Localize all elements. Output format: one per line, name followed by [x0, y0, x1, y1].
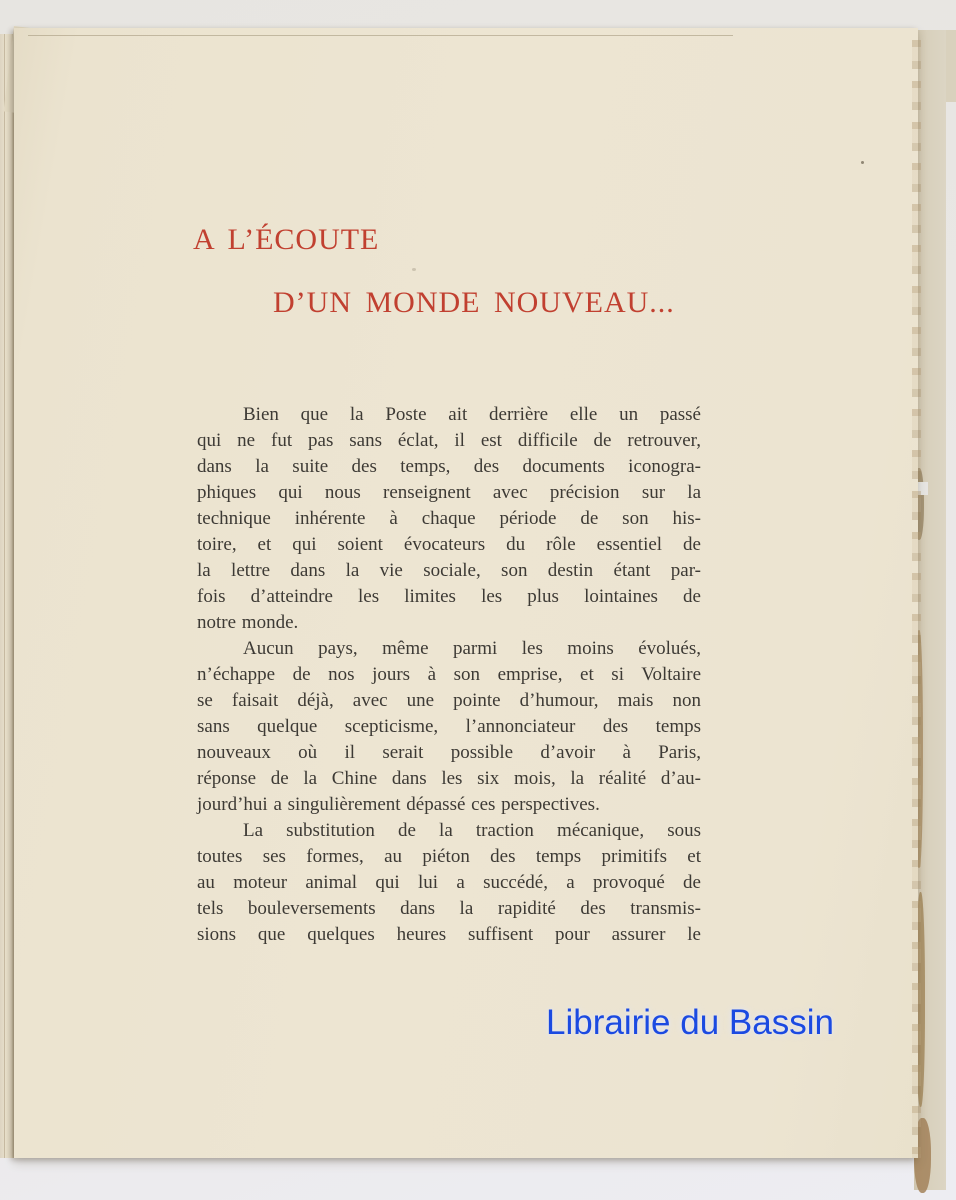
text-line: dans la suite des temps, des documents iconogra- [197, 456, 701, 477]
text-line: sans quelque scepticisme, l’annonciateur des temps [197, 716, 701, 737]
text-line: réponse de la Chine dans les six mois, la réalité d’au- [197, 768, 701, 789]
paper-speck [412, 268, 416, 271]
text-line: toutes ses formes, au piéton des temps primitifs et [197, 846, 701, 867]
text-line: fois d’atteindre les limites les plus lointaines de [197, 586, 701, 607]
text-line: la lettre dans la vie sociale, son destin étant par- [197, 560, 701, 581]
paragraph [197, 818, 701, 948]
deckle-edge [912, 28, 921, 1158]
text-line: technique inhérente à chaque période de son his- [197, 508, 701, 529]
page-edge-line [28, 35, 733, 36]
text-line: n’échappe de nos jours à son emprise, et si Voltaire [197, 664, 701, 685]
text-line: jourd’hui a singulièrement dépassé ces perspectives. [197, 794, 600, 815]
page-title-line-1: A L’ÉCOUTE [193, 223, 380, 256]
text-line: Aucun pays, même parmi les moins évolués, [243, 638, 701, 659]
paragraph [197, 636, 701, 818]
body-text [197, 402, 701, 948]
paper-speck [861, 161, 864, 164]
book-page [14, 28, 918, 1158]
text-line: phiques qui nous renseignent avec précision sur la [197, 482, 701, 503]
text-line: tels bouleversements dans la rapidité des transmis- [197, 898, 701, 919]
text-line: sions que quelques heures suffisent pour assurer le [197, 924, 701, 945]
paragraph [197, 402, 701, 636]
page-edge-top-right [946, 30, 956, 102]
text-line: La substitution de la traction mécanique, sous [243, 820, 701, 841]
text-line: qui ne fut pas sans éclat, il est difficile de retrouver, [197, 430, 701, 451]
page-title-line-2: D’UN MONDE NOUVEAU... [273, 286, 675, 319]
page-fold-line [4, 34, 5, 1158]
bookseller-watermark: Librairie du Bassin [546, 1003, 834, 1042]
text-line: se faisait déjà, avec une pointe d’humour, mais non [197, 690, 701, 711]
text-line: nouveaux où il serait possible d’avoir à Paris, [197, 742, 701, 763]
text-line: notre monde. [197, 612, 299, 633]
text-line: toire, et qui soient évocateurs du rôle essentiel de [197, 534, 701, 555]
text-line: Bien que la Poste ait derrière elle un passé [243, 404, 701, 425]
text-line: au moteur animal qui lui a succédé, a provoqué de [197, 872, 701, 893]
